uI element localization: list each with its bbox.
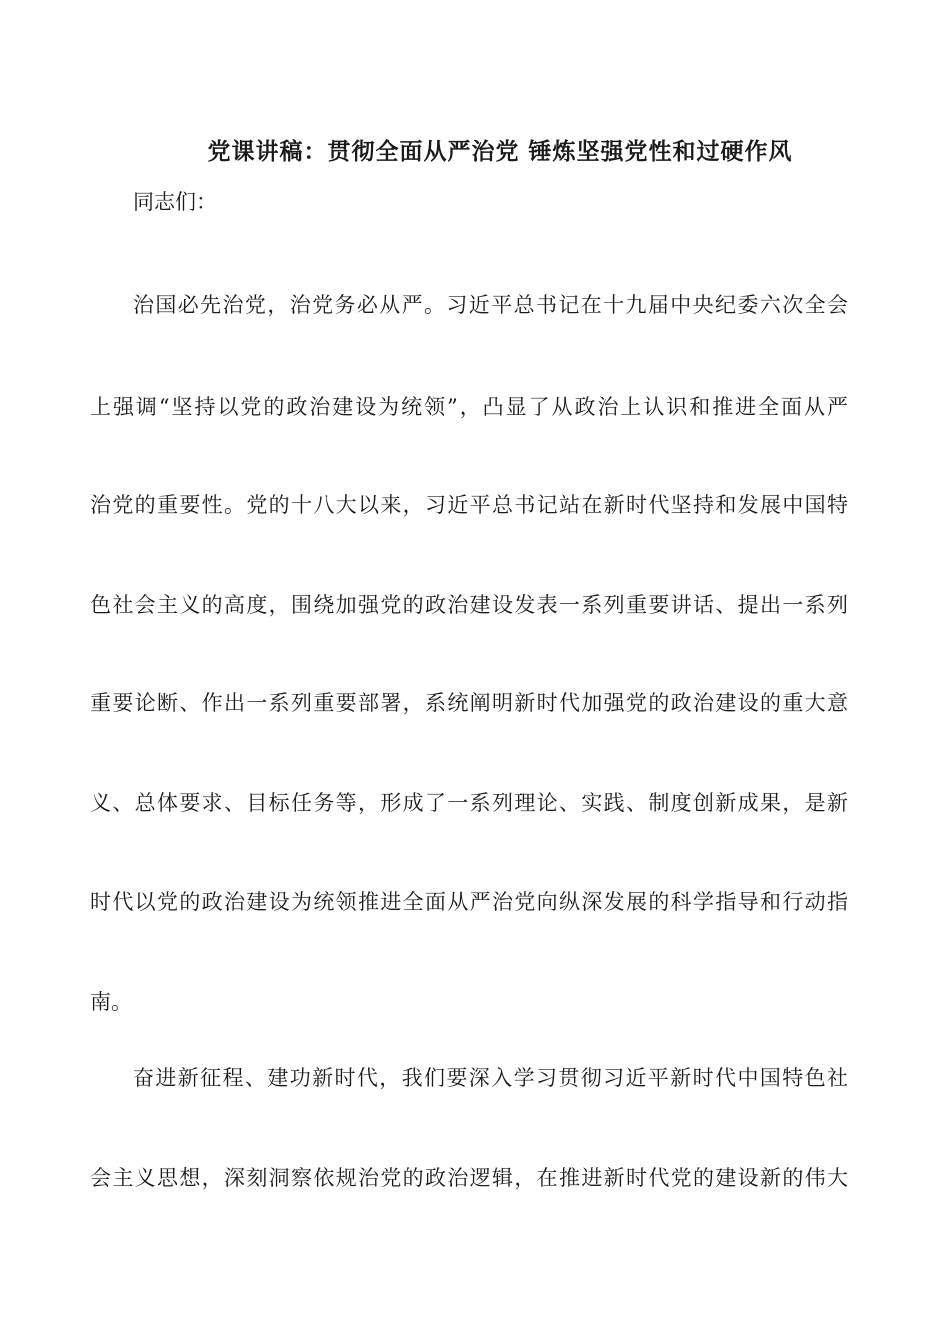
page-title: 党课讲稿：贯彻全面从严治党 锤炼坚强党性和过硬作风 (207, 139, 793, 165)
paragraph-1-line-7: 时代以党的政治建设为统领推进全面从严治党向纵深发展的科学指导和行动指 (90, 890, 848, 914)
paragraph-1-line-1: 治国必先治党，治党务必从严。习近平总书记在十九届中央纪委六次全会 (133, 293, 848, 317)
paragraph-1-line-6: 义、总体要求、目标任务等，形成了一系列理论、实践、制度创新成果，是新 (90, 791, 848, 815)
salutation: 同志们： (133, 190, 217, 214)
paragraph-1-line-2: 上强调“坚持以党的政治建设为统领”，凸显了从政治上认识和推进全面从严 (90, 395, 848, 419)
paragraph-1-line-4: 色社会主义的高度，围绕加强党的政治建设发表一系列重要讲话、提出一系列 (90, 593, 848, 617)
paragraph-2-line-2: 会主义思想，深刻洞察依规治党的政治逻辑，在推进新时代党的建设新的伟大 (90, 1166, 848, 1190)
paragraph-1-line-8: 南。 (90, 990, 132, 1014)
paragraph-1-line-5: 重要论断、作出一系列重要部署，系统阐明新时代加强党的政治建设的重大意 (90, 691, 848, 715)
paragraph-1-line-3: 治党的重要性。党的十八大以来，习近平总书记站在新时代坚持和发展中国特 (90, 493, 848, 517)
paragraph-2-line-1: 奋进新征程、建功新时代，我们要深入学习贯彻习近平新时代中国特色社 (133, 1066, 848, 1090)
